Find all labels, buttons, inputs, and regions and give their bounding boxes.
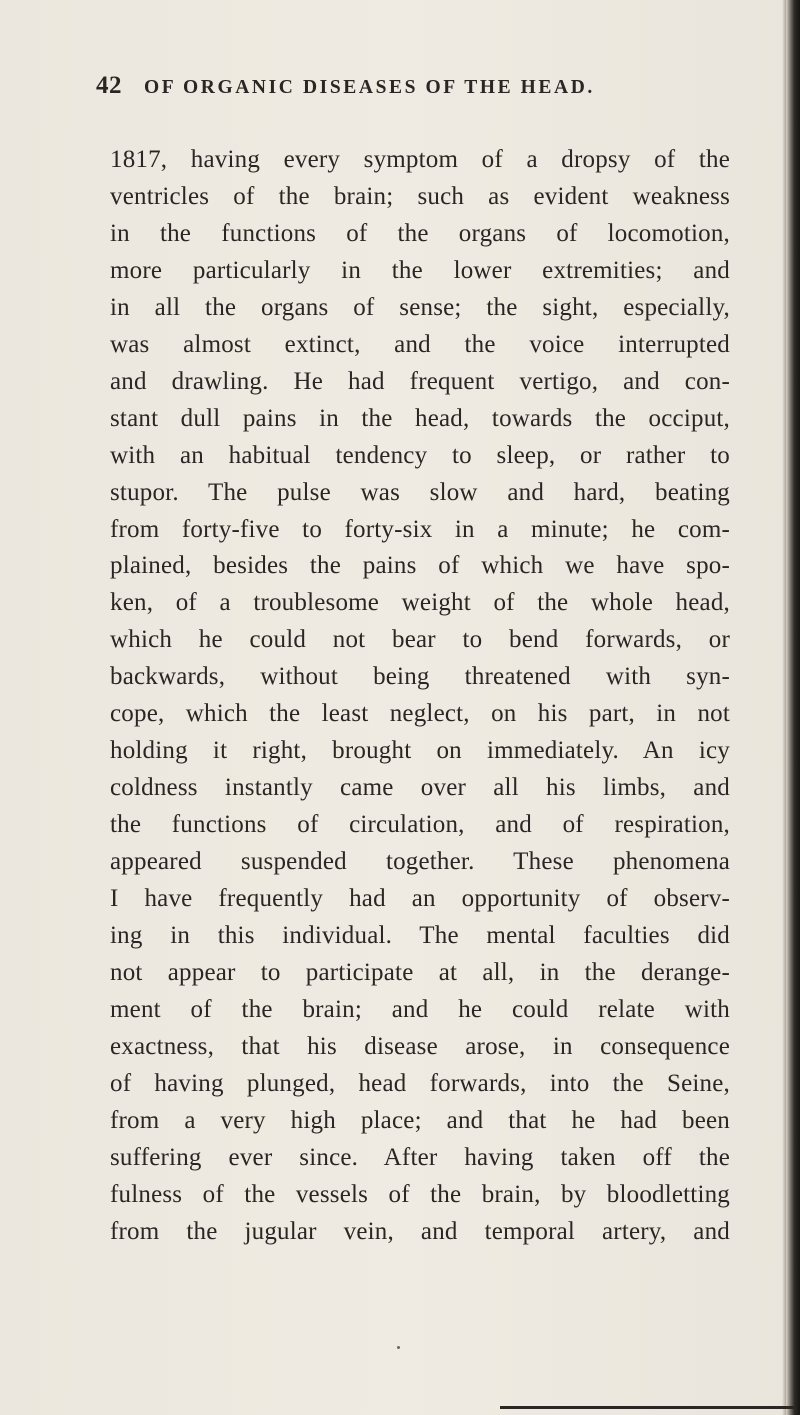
text-line: fulness of the vessels of the brain, by bloodletting bbox=[110, 1180, 730, 1208]
text-line: I have frequently had an opportunity of observ- bbox=[110, 885, 730, 913]
text-line: plained, besides the pains of which we have spo- bbox=[110, 552, 730, 580]
text-line: backwards, without being threatened with syn- bbox=[110, 663, 730, 691]
body-text bbox=[110, 142, 730, 1251]
book-edge bbox=[786, 0, 800, 1415]
bottom-edge-line bbox=[500, 1406, 794, 1409]
text-line: more particularly in the lower extremities; and bbox=[110, 256, 730, 284]
running-title: OF ORGANIC DISEASES OF THE HEAD. bbox=[144, 77, 595, 98]
text-line: ken, of a troublesome weight of the whole head, bbox=[110, 589, 730, 617]
text-line: and drawling. He had frequent vertigo, and con- bbox=[110, 367, 730, 395]
text-line: from the jugular vein, and temporal artery, and bbox=[110, 1217, 730, 1245]
text-line: coldness instantly came over all his limbs, and bbox=[110, 774, 730, 802]
text-line: not appear to participate at all, in the derange- bbox=[110, 958, 730, 986]
page-number: 42 bbox=[96, 72, 122, 99]
paper-speck bbox=[397, 1346, 400, 1349]
text-line: ment of the brain; and he could relate with bbox=[110, 995, 730, 1023]
text-line: in all the organs of sense; the sight, especially, bbox=[110, 293, 730, 321]
text-line: 1817, having every symptom of a dropsy of the bbox=[110, 146, 730, 173]
text-line: was almost extinct, and the voice interrupted bbox=[110, 330, 730, 358]
text-line: of having plunged, head forwards, into the Seine, bbox=[110, 1069, 730, 1097]
text-line: suffering ever since. After having taken off the bbox=[110, 1143, 730, 1171]
text-line: in the functions of the organs of locomotion, bbox=[110, 219, 730, 247]
text-line: appeared suspended together. These phenomena bbox=[110, 848, 730, 876]
text-line: exactness, that his disease arose, in consequence bbox=[110, 1032, 730, 1060]
text-line: from a very high place; and that he had been bbox=[110, 1106, 730, 1134]
text-line: from forty-five to forty-six in a minute; he com- bbox=[110, 515, 730, 543]
text-line: ventricles of the brain; such as evident weakness bbox=[110, 182, 730, 210]
page-header bbox=[96, 72, 716, 112]
text-line: ing in this individual. The mental faculties did bbox=[110, 922, 730, 950]
text-line: cope, which the least neglect, on his part, in not bbox=[110, 700, 730, 728]
text-line: stupor. The pulse was slow and hard, beating bbox=[110, 478, 730, 506]
text-line: stant dull pains in the head, towards the occiput, bbox=[110, 404, 730, 432]
text-line: with an habitual tendency to sleep, or rather to bbox=[110, 441, 730, 469]
text-line: holding it right, brought on immediately. An icy bbox=[110, 737, 730, 765]
text-line: the functions of circulation, and of respiration, bbox=[110, 811, 730, 839]
text-line: which he could not bear to bend forwards, or bbox=[110, 626, 730, 654]
